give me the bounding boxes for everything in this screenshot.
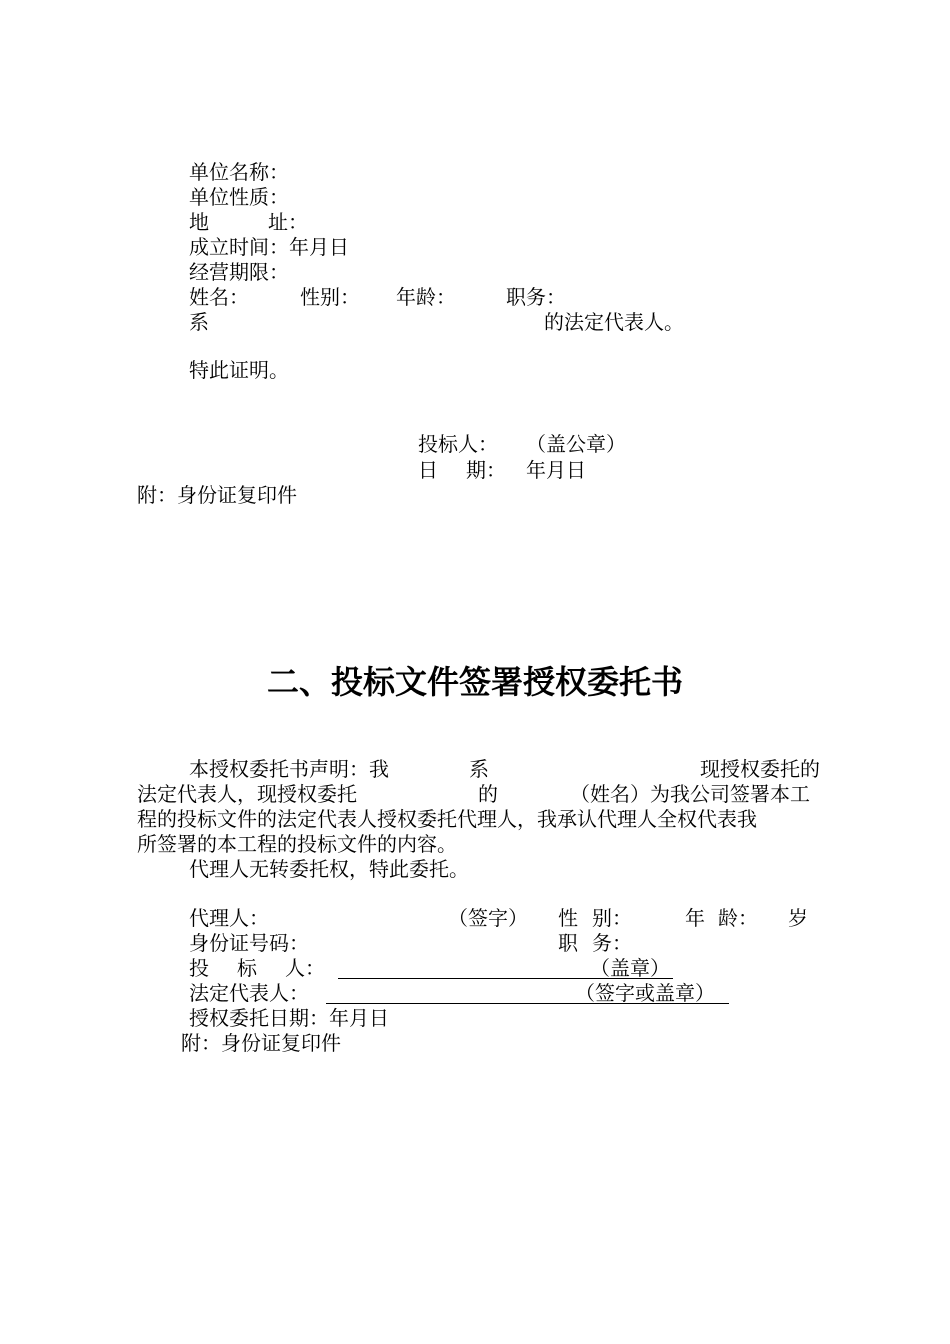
bidder-label-char2: 标: [237, 956, 257, 980]
agent-position-char2: 务：: [592, 931, 632, 955]
declaration-line3: 程的投标文件的法定代表人授权委托代理人，我承认代理人全权代表我: [137, 807, 757, 831]
date-value: 年月日: [526, 458, 586, 482]
agent-position-char1: 职: [558, 931, 578, 955]
declaration-line2-c: （姓名）为我公司签署本工: [570, 782, 810, 806]
id-number-label: 身份证号码：: [189, 931, 309, 955]
date-label-char2: 期：: [466, 458, 506, 482]
authorization-date: 授权委托日期：年月日: [189, 1006, 389, 1030]
declaration-line1-c: 现授权委托的: [700, 757, 820, 781]
date-label-char1: 日: [418, 458, 438, 482]
unit-name-label: 单位名称：: [189, 160, 289, 184]
agent-gender-char2: 别：: [592, 906, 632, 930]
age-label: 年龄：: [396, 285, 456, 309]
hereby-text: 特此证明。: [189, 358, 289, 382]
legal-rep-label: 法定代表人：: [189, 981, 309, 1005]
bidder-label: 投标人：: [418, 432, 498, 456]
declaration-line2-a: 法定代表人，现授权委托: [137, 782, 357, 806]
address-label-char2: 址：: [268, 210, 308, 234]
name-label: 姓名：: [189, 285, 249, 309]
is-prefix: 系: [189, 310, 209, 334]
agent-sign-note: （签字）: [448, 906, 528, 930]
agent-age-unit: 岁: [788, 906, 808, 930]
unit-nature-label: 单位性质：: [189, 185, 289, 209]
agent-label: 代理人：: [189, 906, 269, 930]
gender-label: 性别：: [300, 285, 360, 309]
attachment-note: 附：身份证复印件: [137, 483, 297, 507]
declaration-line4: 所签署的本工程的投标文件的内容。: [137, 832, 457, 856]
agent-age-char2: 龄：: [718, 906, 758, 930]
legal-rep-sign-note: （签字或盖章）: [575, 981, 715, 1005]
bidder-seal-note: （盖章）: [590, 956, 670, 980]
agent-gender-char1: 性: [558, 906, 578, 930]
declaration-line1-a: 本授权委托书声明：我: [189, 757, 389, 781]
section-title: 二、投标文件签署授权委托书: [266, 663, 683, 701]
declaration-line1-b: 系: [469, 757, 489, 781]
bidder-label-char1: 投: [189, 956, 209, 980]
declaration-line2-b: 的: [478, 782, 498, 806]
position-label: 职务：: [506, 285, 566, 309]
address-label-char1: 地: [189, 210, 209, 234]
bidder-label-char3: 人：: [285, 956, 325, 980]
term-label: 经营期限：: [189, 260, 289, 284]
seal-note: （盖公章）: [526, 432, 626, 456]
agent-age-char1: 年: [685, 906, 705, 930]
established-label: 成立时间：年月日: [189, 235, 349, 259]
authorization-attachment: 附：身份证复印件: [181, 1031, 341, 1055]
legal-rep-text: 的法定代表人。: [544, 310, 684, 334]
no-subdelegation-text: 代理人无转委托权，特此委托。: [189, 857, 469, 881]
